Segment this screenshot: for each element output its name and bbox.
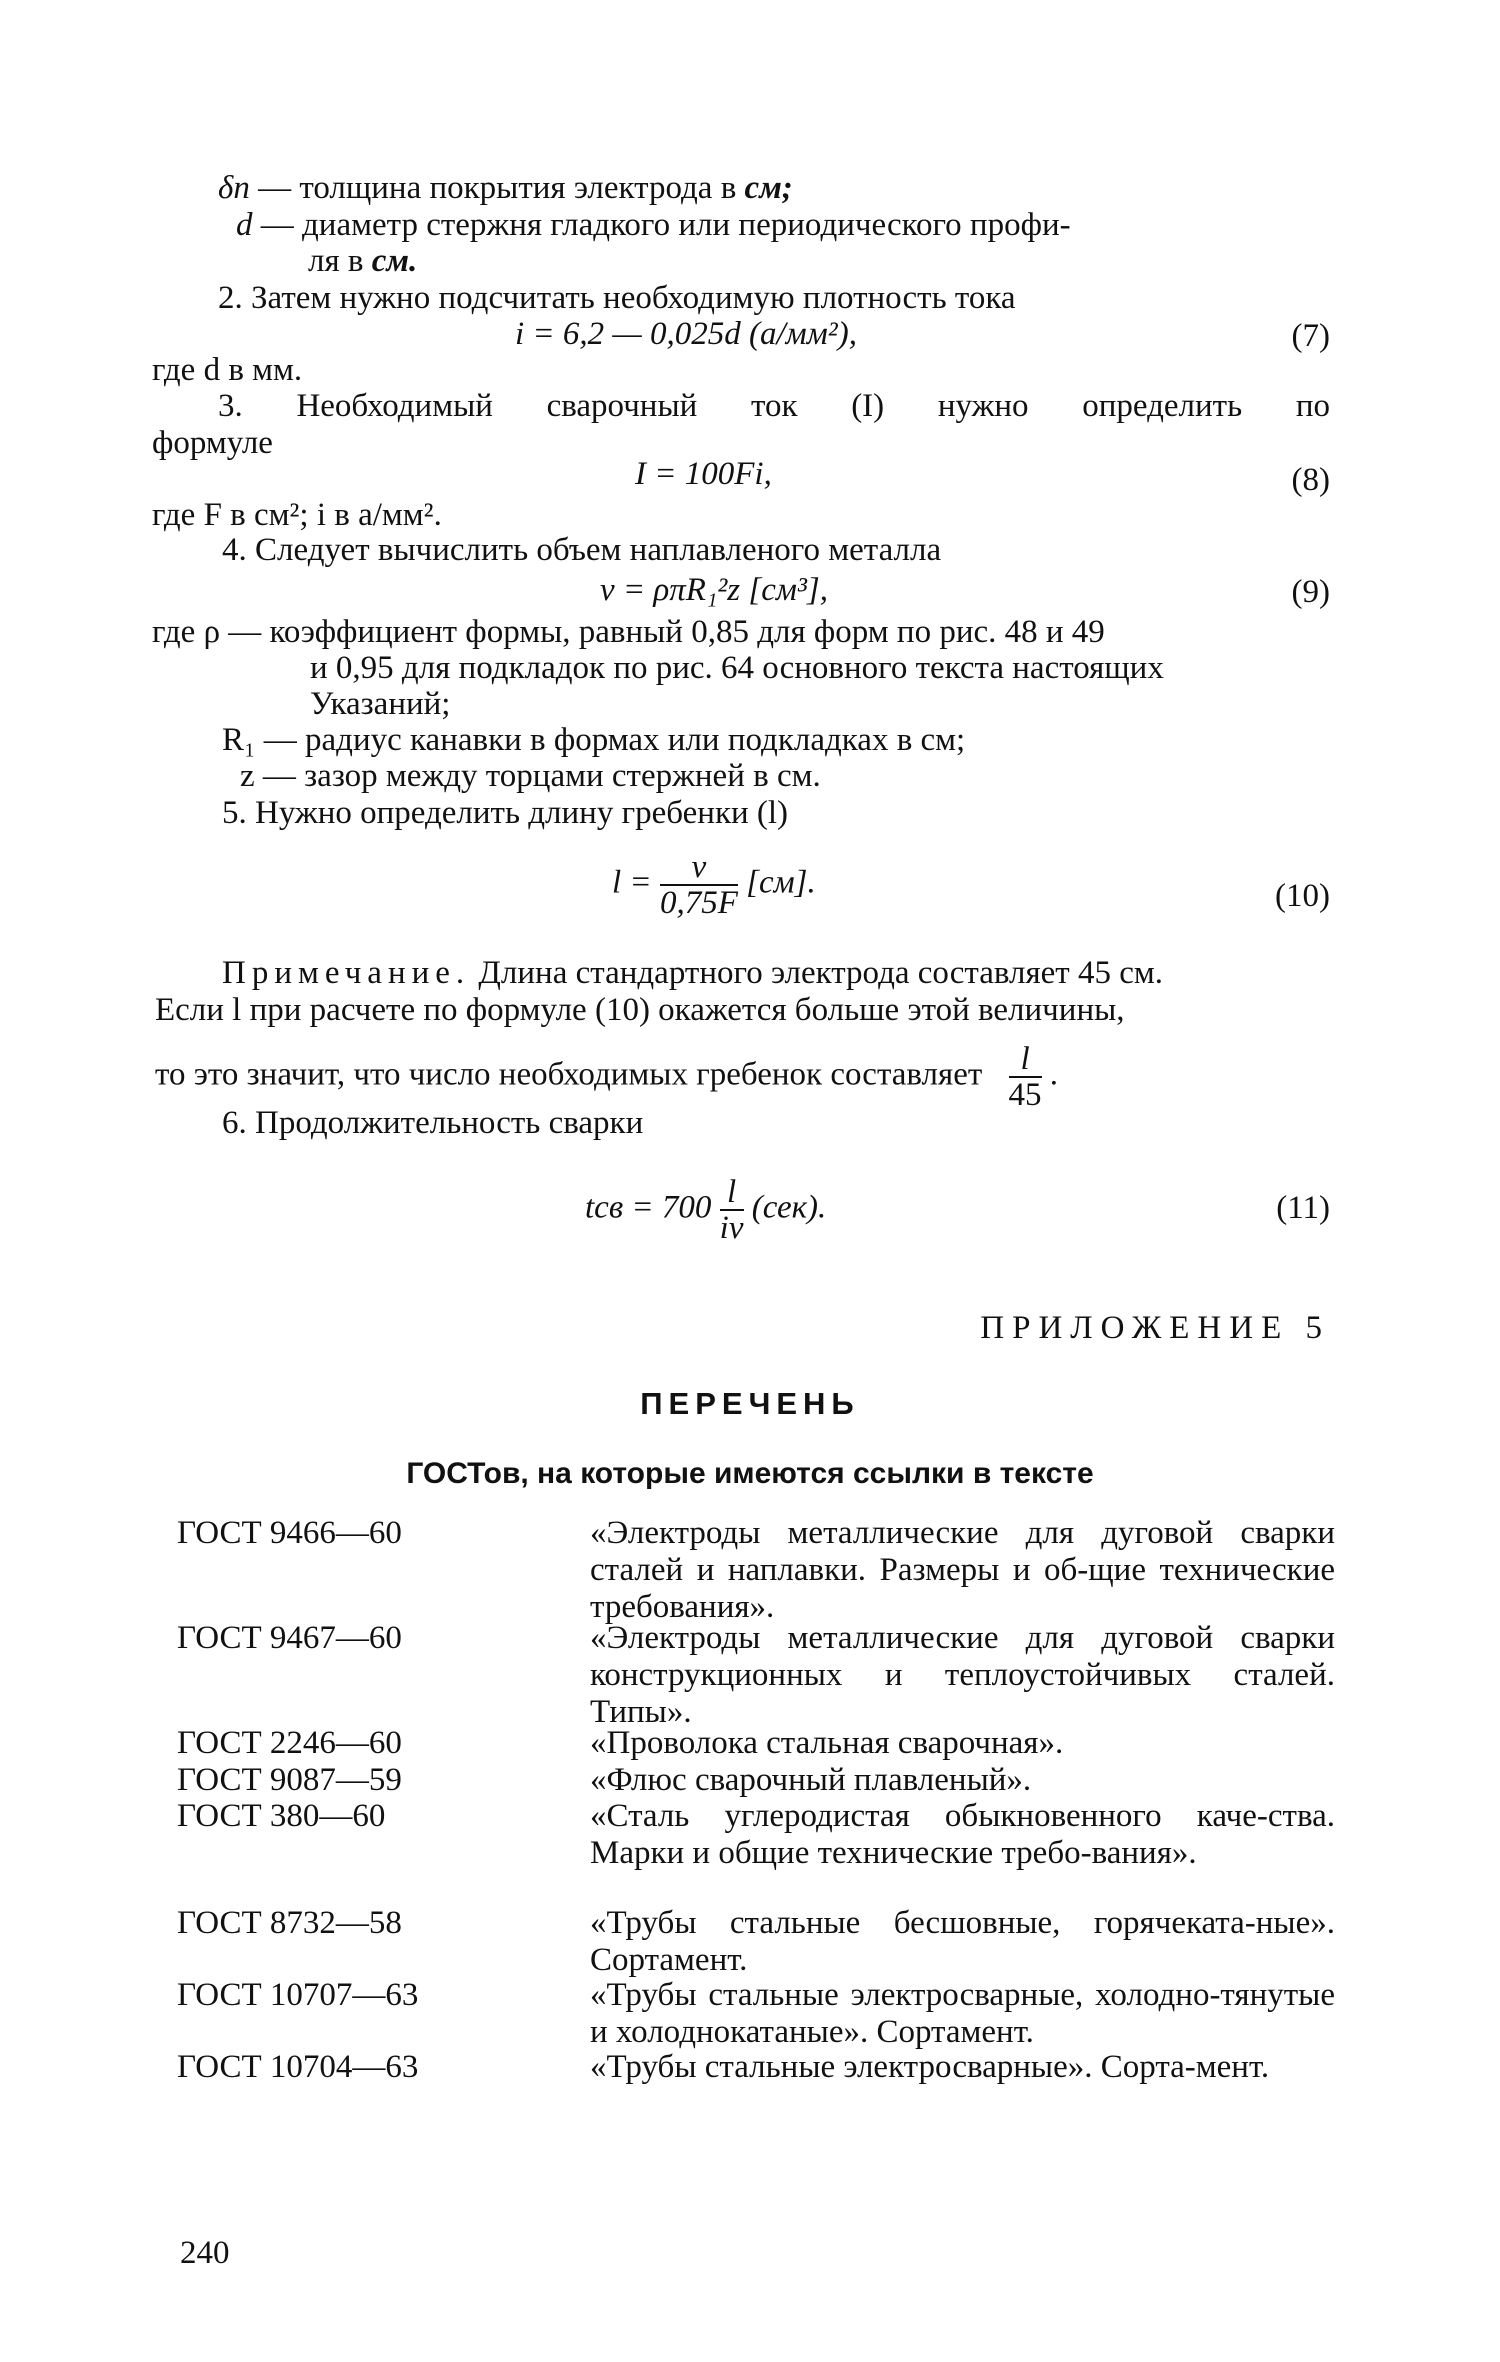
fraction-l-over-45: $\frac{l}{45}$ — [1008, 1041, 1042, 1113]
where-rho-cont-2: Указаний; — [310, 686, 451, 722]
equation-number-9: (9) — [1291, 574, 1330, 610]
gost-description: «Трубы стальные бесшовные, горячеката-ные». Сортамент. — [590, 1905, 1335, 1978]
equation-number-8: (8) — [1291, 462, 1330, 498]
step-2-text: 2. Затем нужно подсчитать необходимую плотность тока — [218, 280, 1016, 316]
step-4-text: 4. Следует вычислить объем наплавленого металла — [222, 532, 942, 568]
note-line-3: то это значит, что число необходимых гребенок составляет $\frac{l}{45}$ . — [155, 1041, 1059, 1113]
fraction-v-over-075F: $\frac{v}{0,75F}$ — [659, 849, 738, 921]
formula-11: tсв = 700 $\frac{l}{iv}$ (сек). — [585, 1174, 827, 1246]
note-line-1: Примечание. Длина стандартного электрода составляет 45 см. — [222, 955, 1164, 991]
gost-code: ГОСТ 9466—60 — [177, 1515, 402, 1551]
gost-description: «Флюс сварочный плавленый». — [590, 1762, 1032, 1798]
step-3-text: 3. Необходимый сварочный ток (I) нужно определить по — [218, 388, 1330, 424]
gost-code: ГОСТ 9467—60 — [177, 1620, 402, 1656]
where-r1: R₁ — радиус канавки в формах или подкладках в см; — [222, 722, 966, 758]
gost-description: «Электроды металлические для дуговой сварки сталей и наплавки. Размеры и об-щие технические требования». — [590, 1515, 1335, 1625]
step-3-text-cont: формуле — [152, 425, 273, 461]
appendix-label: ПРИЛОЖЕНИЕ 5 — [980, 1310, 1330, 1346]
where-z: z — зазор между торцами стержней в см. — [240, 758, 821, 794]
gost-description: «Трубы стальные электросварные». Сорта-мент. — [590, 2049, 1270, 2085]
gost-code: ГОСТ 10704—63 — [177, 2049, 419, 2085]
definition-d: d — диаметр стержня гладкого или периодического профи- — [236, 207, 1071, 243]
formula-9: v = ρπR₁²z [см³], — [600, 572, 828, 608]
step-2-where: где d в мм. — [152, 352, 303, 388]
gost-code: ГОСТ 380—60 — [177, 1798, 386, 1834]
list-title: ПЕРЕЧЕНЬ — [640, 1386, 860, 1421]
formula-10: l = $\frac{v}{0,75F}$ [см]. — [612, 849, 816, 921]
note-line-2: Если l при расчете по формуле (10) окажется больше этой величины, — [155, 992, 1125, 1028]
step-3-where: где F в см²; i в а/мм². — [152, 497, 442, 533]
gost-code: ГОСТ 2246—60 — [177, 1725, 402, 1761]
gost-description: «Электроды металлические для дуговой сварки конструкционных и теплоустойчивых сталей. Типы». — [590, 1620, 1335, 1730]
where-rho-cont: и 0,95 для подкладок по рис. 64 основного текста настоящих — [310, 650, 1164, 686]
definition-delta: δп — толщина покрытия электрода в см; — [218, 170, 793, 206]
equation-number-10: (10) — [1275, 878, 1330, 914]
step-6-text: 6. Продолжительность сварки — [222, 1105, 644, 1141]
equation-number-7: (7) — [1291, 318, 1330, 354]
where-rho: где ρ — коэффициент формы, равный 0,85 для форм по рис. 48 и 49 — [152, 614, 1105, 650]
formula-7: i = 6,2 — 0,025d (а/мм²), — [515, 316, 857, 352]
formula-8: I = 100Fi, — [635, 456, 772, 492]
equation-number-11: (11) — [1276, 1190, 1330, 1226]
list-subtitle: ГОСТов, на которые имеются ссылки в тексте — [406, 1457, 1094, 1490]
gost-code: ГОСТ 9087—59 — [177, 1762, 402, 1798]
step-5-text: 5. Нужно определить длину гребенки (l) — [222, 795, 789, 831]
gost-description: «Трубы стальные электросварные, холодно-тянутые и холоднокатаные». Сортамент. — [590, 1977, 1335, 2050]
definition-d-cont: ля в см. — [308, 243, 418, 279]
fraction-l-over-iv: $\frac{l}{iv}$ — [719, 1174, 744, 1246]
gost-description: «Сталь углеродистая обыкновенного каче-ства. Марки и общие технические требо-вания». — [590, 1798, 1335, 1871]
page-number: 240 — [180, 2235, 230, 2271]
gost-code: ГОСТ 8732—58 — [177, 1905, 402, 1941]
gost-code: ГОСТ 10707—63 — [177, 1977, 419, 2013]
gost-description: «Проволока стальная сварочная». — [590, 1725, 1064, 1761]
